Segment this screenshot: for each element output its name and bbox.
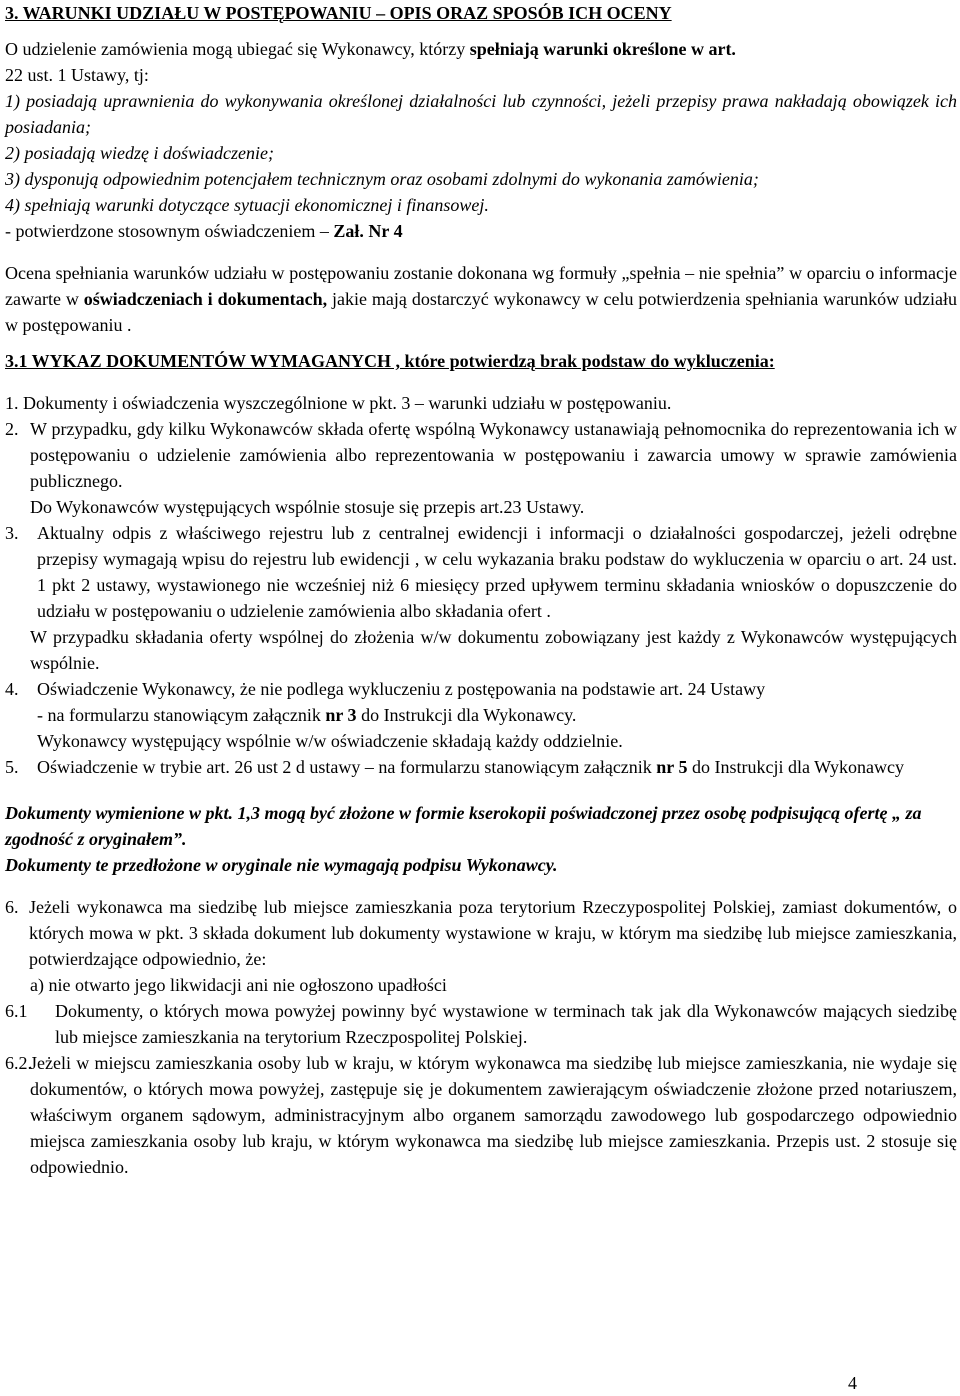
intro-paragraph [5,36,957,88]
intro-bold: spełniają warunki określone w art. [469,39,736,59]
evaluation-text-1: Ocena spełniania warunków udziału w postępowaniu zostanie dokonana wg formuły „spełnia – nie spełnia” w oparciu o informacje zawarte w [5,263,957,309]
doc-item-6-a: a) nie otwarto jego likwidacji ani nie ogłoszono upadłości [30,975,447,995]
evaluation-bold: oświadczeniach i dokumentach, [83,289,328,309]
item-text: Aktualny odpis z właściwego rejestru lub z centralnej ewidencji i informacji o działalności gospodarczej, jeżeli odrębne przepisy wymagają wpisu do rejestru lub ewidencji , w celu wykazania braku podstaw do wykluczenia w oparciu o art. 24 ust. 1 pkt 2 ustawy, wystawionego nie wcześniej niż 6 miesięcy przed upływem terminu składania wniosków o dopuszczenie do udziału w postępowaniu o udzielenie zamówienia albo składania ofert . [37,523,957,621]
evaluation-paragraph [5,260,957,338]
doc-item-2-note: Do Wykonawców występujących wspólnie stosuje się przepis art.23 Ustawy. [30,497,585,517]
item-number: 5. [5,757,19,777]
item-number: 6. [5,897,19,917]
intro-text: O udzielenie zamówienia mogą ubiegać się Wykonawcy, którzy [5,39,470,59]
evaluation-text-2: jakie mają dostarczyć wykonawcy w celu potwierdzenia spełniania warunków udziału w postępowaniu . [5,289,957,335]
condition-3: 3) dysponują odpowiednim potencjałem technicznym oraz osobami zdolnymi do wykonania zamówienia; [5,169,759,189]
intro-text-2: 22 ust. [5,65,54,85]
item-text: Oświadczenie Wykonawcy, że nie podlega wykluczeniu z postępowania na podstawie art. 24 Ustawy [37,679,766,699]
item-text: Jeżeli wykonawca ma siedzibę lub miejsce zamieszkania poza terytorium Rzeczypospolitej Polskiej, zamiast dokumentów, o których mowa w pkt. 3 składa dokument lub dokumenty wystawione w kraju, w którym ma siedzibę lub miejsce zamieszkania, potwierdzające odpowiednio, że: [29,897,957,969]
confirmation-text: - potwierdzone stosownym oświadczeniem – [5,221,334,241]
doc-item-3 [5,520,957,624]
item-text: Jeżeli w miejscu zamieszkania osoby lub w kraju, w którym wykonawca ma siedzibę lub miejsce zamieszkania, nie wydaje się dokumentów, o których mowa powyżej, zastępuje się je dokumentem zawierającym oświadczenie złożone przed notariuszem, właściwym organem sądowym, administracyjnym albo organem samorządu zawodowego lub gospodarczego odpowiednio miejsca zamieszkania osoby lub kraju, w którym wykonawca ma siedzibę lub miejsce zamieszkania. Przepis ust. 2 stosuje się odpowiednio. [30,1053,957,1177]
form-text-2: do Instrukcji dla Wykonawcy. [356,705,577,725]
condition-2: 2) posiadają wiedzę i doświadczenie; [5,143,274,163]
item-number: 6.1 [5,1001,28,1021]
subsection-title: 3.1 WYKAZ DOKUMENTÓW WYMAGANYCH , które potwierdzą brak podstaw do wykluczenia: [5,351,775,371]
doc-item-6 [5,894,957,972]
item-number: 4. [5,679,19,699]
item-text [37,754,957,780]
item-text: W przypadku, gdy kilku Wykonawców składa ofertę wspólną Wykonawcy ustanawiają pełnomocnika do reprezentowania ich w postępowaniu o udzielenie zamówienia albo reprezentowania w postępowaniu i zawarcia umowy w sprawie zamówienia publicznego. [30,419,957,491]
section-title: 3. WARUNKI UDZIAŁU W POSTĘPOWANIU – OPIS ORAZ SPOSÓB ICH OCENY [5,3,672,23]
item-text-part-2: do Instrukcji dla Wykonawcy [687,757,905,777]
doc-item-2 [5,416,957,494]
form-text: - na formularzu stanowiącym załącznik [37,705,326,725]
condition-4: 4) spełniają warunki dotyczące sytuacji ekonomicznej i finansowej. [5,195,489,215]
item-text-part: Oświadczenie w trybie art. 26 ust 2 d ustawy – na formularzu stanowiącym załącznik [37,757,657,777]
item-number: 2. [5,419,19,439]
doc-item-6-2 [5,1050,957,1180]
confirmation-annex: Zał. Nr 4 [333,221,403,241]
doc-item-4-form [5,702,957,728]
condition-1: 1) posiadają uprawnienia do wykonywania określonej działalności lub czynności, jeżeli przepisy prawa nakładają obowiązek ich posiadania; [5,91,957,137]
doc-item-5 [5,754,957,780]
page-number: 4 [848,1373,857,1393]
doc-item-3-note: W przypadku składania oferty wspólnej do złożenia w/w dokumentu zobowiązany jest każdy z Wykonawców występujących wspólnie. [30,627,957,673]
doc-item-4-note: Wykonawcy występujący wspólnie w/w oświadczenie składają każdy oddzielnie. [37,731,623,751]
document-page [5,0,957,1180]
doc-item-6-1 [5,998,957,1050]
note-originals: Dokumenty te przedłożone w oryginale nie wymagają podpisu Wykonawcy. [5,855,558,875]
doc-item-4 [5,676,957,702]
doc-item-1: 1. Dokumenty i oświadczenia wyszczególnione w pkt. 3 – warunki udziału w postępowaniu. [5,393,672,413]
form-annex: nr 3 [325,705,357,725]
intro-text-3: 1 Ustawy, tj: [53,65,149,85]
item-annex: nr 5 [656,757,688,777]
item-number: 3. [5,523,19,543]
item-text: Dokumenty, o których mowa powyżej powinny być wystawione w terminach tak jak dla Wykonawców mających siedzibę lub miejsce zamieszkania na terytorium Rzeczpospolitej Polskiej. [55,1001,957,1047]
note-copies: Dokumenty wymienione w pkt. 1,3 mogą być złożone w formie kserokopii poświadczonej przez osobę podpisującą ofertę „ za zgodność z oryginałem”. [5,803,922,849]
confirmation-line [5,218,957,244]
item-number: 6.2. [5,1053,32,1073]
